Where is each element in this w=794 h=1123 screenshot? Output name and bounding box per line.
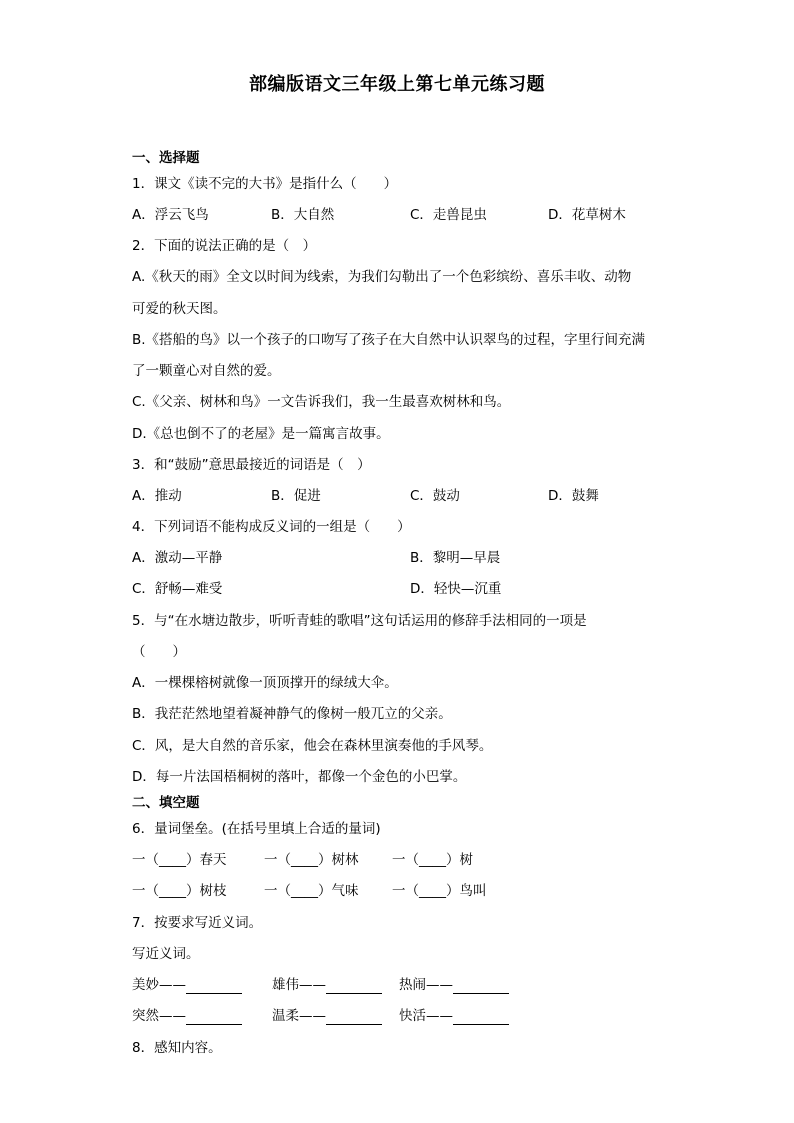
measure-word-blank[interactable]: 一（____）树枝 — [132, 883, 227, 899]
question-4-option-c: C．舒畅—难受 — [132, 581, 223, 597]
measure-word-blank[interactable]: 一（____）树林 — [264, 852, 359, 868]
question-3-option-d: D．鼓舞 — [548, 488, 599, 504]
synonym-word: 雄伟—— — [272, 977, 326, 993]
question-7-subtitle: 写近义词。 — [132, 946, 200, 962]
question-5-stem-line1: 5．与“在水塘边散步，听听青蛙的歌唱”这句话运用的修辞手法相同的一项是 — [132, 613, 587, 629]
measure-word-blank[interactable]: 一（____）春天 — [132, 852, 227, 868]
question-3-option-b: B．促进 — [271, 488, 321, 504]
synonym-word: 温柔—— — [272, 1008, 326, 1024]
question-2-stem: 2．下面的说法正确的是（ ） — [132, 238, 317, 254]
question-1-option-c: C．走兽昆虫 — [410, 207, 487, 223]
question-4-stem: 4．下列词语不能构成反义词的一组是（ ） — [132, 519, 411, 535]
synonym-item — [272, 1004, 382, 1025]
measure-word-blank[interactable]: 一（____）气味 — [264, 883, 359, 899]
question-2-option-c: C.《父亲、树林和鸟》一文告诉我们，我一生最喜欢树林和鸟。 — [132, 394, 511, 410]
section-choice-heading: 一、选择题 — [132, 150, 200, 166]
question-3-option-a: A．推动 — [132, 488, 182, 504]
synonym-word: 美妙—— — [132, 977, 186, 993]
synonym-item — [132, 973, 242, 994]
question-2-option-b-line2: 了一颗童心对自然的爱。 — [132, 363, 281, 379]
question-2-option-a-line1: A.《秋天的雨》全文以时间为线索，为我们勾勒出了一个色彩缤纷、喜乐丰收、动物 — [132, 269, 632, 285]
question-5-option-d: D．每一片法国梧桐树的落叶，都像一个金色的小巴掌。 — [132, 769, 467, 785]
measure-word-blank[interactable]: 一（____）鸟叫 — [392, 883, 487, 899]
question-2-option-d: D.《总也倒不了的老屋》是一篇寓言故事。 — [132, 426, 390, 442]
question-5-option-b: B．我茫茫然地望着凝神静气的像树一般兀立的父亲。 — [132, 706, 452, 722]
question-7-stem: 7．按要求写近义词。 — [132, 915, 263, 931]
section-fill-heading: 二、填空题 — [132, 795, 200, 811]
question-2-option-a-line2: 可爱的秋天图。 — [132, 301, 227, 317]
question-5-option-c: C．风，是大自然的音乐家，他会在森林里演奏他的手风琴。 — [132, 738, 493, 754]
question-4-option-b: B．黎明—早晨 — [410, 550, 501, 566]
question-1-stem: 1．课文《读不完的大书》是指什么（ ） — [132, 176, 398, 192]
question-3-stem: 3．和“鼓励”意思最接近的词语是（ ） — [132, 457, 371, 473]
question-6-stem: 6．量词堡垒。(在括号里填上合适的量词) — [132, 821, 381, 837]
answer-blank[interactable] — [326, 1008, 382, 1025]
answer-blank[interactable] — [453, 1008, 509, 1025]
answer-blank[interactable] — [453, 977, 509, 994]
question-8-stem: 8．感知内容。 — [132, 1040, 222, 1056]
synonym-item — [399, 1004, 509, 1025]
synonym-word: 热闹—— — [399, 977, 453, 993]
synonym-word: 快活—— — [399, 1008, 453, 1024]
synonym-item — [399, 973, 509, 994]
synonym-item — [132, 1004, 242, 1025]
question-1-option-b: B．大自然 — [271, 207, 335, 223]
answer-blank[interactable] — [326, 977, 382, 994]
question-4-option-a: A．激动—平静 — [132, 550, 223, 566]
question-1-option-d: D．花草树木 — [548, 207, 626, 223]
question-4-option-d: D．轻快—沉重 — [410, 581, 502, 597]
synonym-word: 突然—— — [132, 1008, 186, 1024]
answer-blank[interactable] — [186, 1008, 242, 1025]
answer-blank[interactable] — [186, 977, 242, 994]
question-3-option-c: C．鼓动 — [410, 488, 460, 504]
question-1-option-a: A．浮云飞鸟 — [132, 207, 209, 223]
page-title: 部编版语文三年级上第七单元练习题 — [249, 74, 545, 95]
synonym-item — [272, 973, 382, 994]
measure-word-blank[interactable]: 一（____）树 — [392, 852, 473, 868]
question-5-stem-line2: （ ） — [132, 644, 186, 660]
question-5-option-a: A．一棵棵榕树就像一顶顶撑开的绿绒大伞。 — [132, 675, 398, 691]
question-2-option-b-line1: B.《搭船的鸟》以一个孩子的口吻写了孩子在大自然中认识翠鸟的过程，字里行间充满 — [132, 332, 646, 348]
